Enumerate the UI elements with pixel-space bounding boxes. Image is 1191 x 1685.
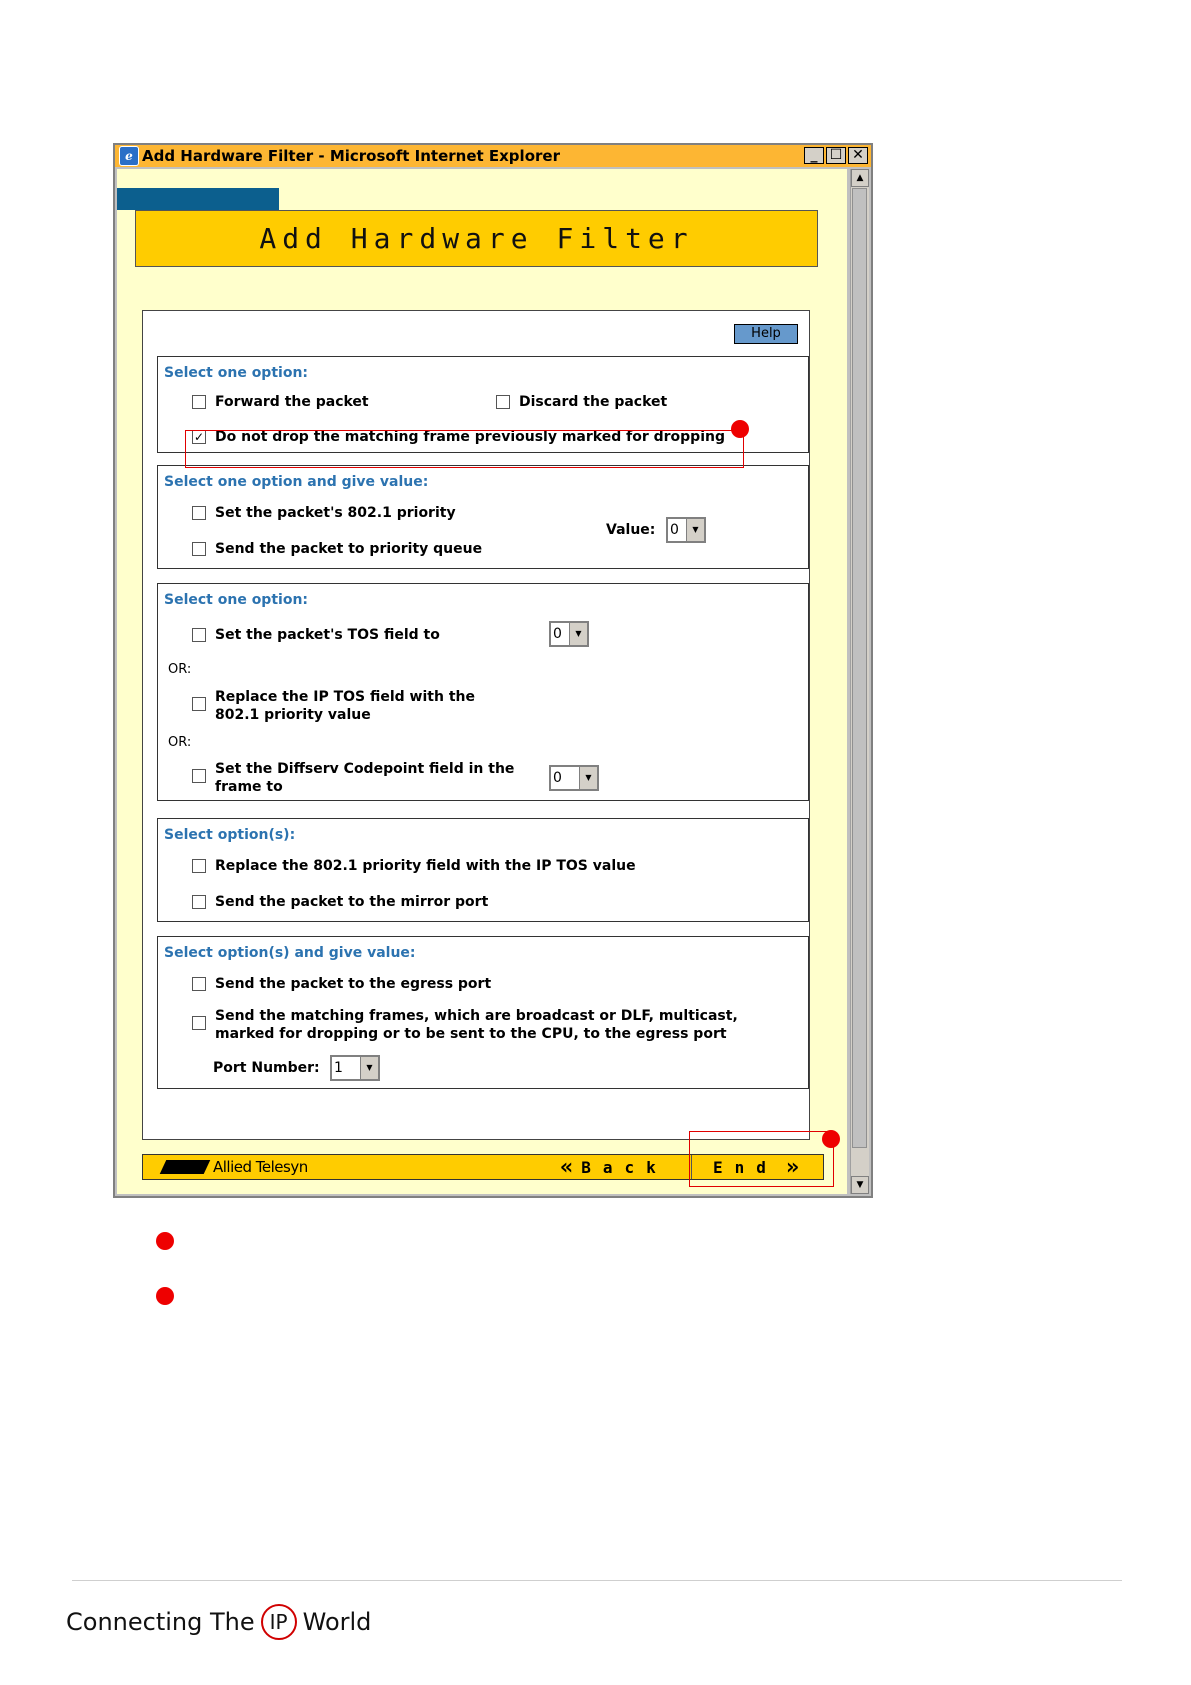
option-mirror-port[interactable] xyxy=(192,893,488,911)
back-button[interactable] xyxy=(560,1155,690,1179)
port-number-label: Port Number: xyxy=(213,1060,320,1076)
option-replace-802[interactable] xyxy=(192,857,636,875)
vertical-scrollbar[interactable] xyxy=(850,169,869,1194)
window-title: Add Hardware Filter - Microsoft Internet Explorer xyxy=(142,147,560,165)
or-label: OR: xyxy=(168,662,192,677)
diffserv-value: 0 xyxy=(553,770,562,786)
scroll-thumb[interactable] xyxy=(852,188,867,1148)
brand xyxy=(163,1158,308,1176)
tagline-suffix: World xyxy=(302,1608,372,1636)
ie-icon: e xyxy=(119,146,139,166)
do-not-drop-label: Do not drop the matching frame previously marked for dropping xyxy=(215,429,725,445)
egress-port-label: Send the packet to the egress port xyxy=(215,976,492,992)
section-egress xyxy=(157,936,809,1089)
set-tos-checkbox[interactable] xyxy=(192,628,206,642)
callout-dot-2 xyxy=(822,1130,840,1148)
do-not-drop-checkbox[interactable]: ✓ xyxy=(193,430,205,444)
allied-telesyn-logo-icon xyxy=(160,1160,211,1174)
section-priority xyxy=(157,465,809,569)
brand-name: Allied Telesyn xyxy=(213,1158,308,1176)
title-bar xyxy=(115,145,871,167)
legend-dot-2 xyxy=(156,1287,174,1305)
window-controls xyxy=(804,147,868,164)
discard-checkbox[interactable] xyxy=(496,395,510,409)
help-button[interactable]: Help xyxy=(734,324,798,344)
scroll-up-icon[interactable]: ▲ xyxy=(851,169,869,187)
end-label: End xyxy=(713,1157,778,1177)
section-title: Select one option: xyxy=(164,592,309,608)
set-priority-checkbox[interactable] xyxy=(192,506,206,520)
option-matching-frames[interactable] xyxy=(192,1007,738,1043)
option-diffserv[interactable] xyxy=(192,760,514,796)
section-tos xyxy=(157,583,809,801)
maximize-button[interactable]: ☐ xyxy=(826,147,846,164)
scroll-down-icon[interactable]: ▼ xyxy=(851,1176,869,1194)
replace-802-checkbox[interactable] xyxy=(192,859,206,873)
mirror-port-checkbox[interactable] xyxy=(192,895,206,909)
tos-value-select[interactable] xyxy=(549,621,589,647)
matching-frames-checkbox[interactable] xyxy=(192,1016,206,1030)
priority-value: 0 xyxy=(670,522,679,538)
option-egress-port[interactable] xyxy=(192,975,491,993)
page-title: Add Hardware Filter xyxy=(259,222,694,255)
page-content xyxy=(117,169,847,1194)
matching-frames-label-line2: marked for dropping or to be sent to the CPU, to the egress port xyxy=(215,1026,727,1042)
end-chevron-icon: » xyxy=(785,1154,794,1180)
discard-label: Discard the packet xyxy=(519,394,668,410)
replace-tos-checkbox[interactable] xyxy=(192,697,206,711)
page-divider xyxy=(72,1580,1122,1581)
port-number-value: 1 xyxy=(334,1060,343,1076)
or-label: OR: xyxy=(168,735,192,750)
option-set-priority[interactable] xyxy=(192,504,456,522)
section-title: Select one option: xyxy=(164,365,309,381)
port-number-select[interactable] xyxy=(330,1055,380,1081)
replace-802-label: Replace the 802.1 priority field with the IP TOS value xyxy=(215,858,636,874)
value-label: Value: xyxy=(606,522,656,538)
option-discard-packet[interactable] xyxy=(496,393,667,411)
tagline-prefix: Connecting The xyxy=(66,1608,255,1636)
replace-tos-label-line2: 802.1 priority value xyxy=(215,707,371,723)
forward-checkbox[interactable] xyxy=(192,395,206,409)
diffserv-label-line1: Set the Diffserv Codepoint field in the xyxy=(215,761,515,777)
priority-queue-label: Send the packet to priority queue xyxy=(215,541,483,557)
header-tab xyxy=(117,188,279,210)
diffserv-value-select[interactable] xyxy=(549,765,599,791)
highlight-end-button xyxy=(689,1131,834,1187)
callout-dot-1 xyxy=(731,420,749,438)
set-tos-label: Set the packet's TOS field to xyxy=(215,627,440,643)
dropdown-arrow-icon: ▼ xyxy=(579,767,597,789)
diffserv-label-line2: frame to xyxy=(215,779,283,795)
dropdown-arrow-icon: ▼ xyxy=(686,519,704,541)
mirror-port-label: Send the packet to the mirror port xyxy=(215,894,489,910)
close-button[interactable]: ✕ xyxy=(848,147,868,164)
priority-value-select[interactable] xyxy=(666,517,706,543)
dropdown-arrow-icon: ▼ xyxy=(360,1057,378,1079)
section-title: Select option(s): xyxy=(164,827,296,843)
minimize-button[interactable]: _ xyxy=(804,147,824,164)
priority-queue-checkbox[interactable] xyxy=(192,542,206,556)
tagline xyxy=(66,1604,371,1640)
matching-frames-label-line1: Send the matching frames, which are broadcast or DLF, multicast, xyxy=(215,1008,738,1024)
set-priority-label: Set the packet's 802.1 priority xyxy=(215,505,456,521)
dropdown-arrow-icon: ▼ xyxy=(569,623,587,645)
option-replace-tos[interactable] xyxy=(192,688,475,724)
section-title: Select one option and give value: xyxy=(164,474,429,490)
tos-value: 0 xyxy=(553,626,562,642)
ip-circle-logo: IP xyxy=(261,1604,297,1640)
section-priority-mirror xyxy=(157,818,809,922)
back-chevron-icon: « xyxy=(560,1154,568,1180)
header-band xyxy=(135,210,818,267)
egress-port-checkbox[interactable] xyxy=(192,977,206,991)
section-title: Select option(s) and give value: xyxy=(164,945,416,961)
back-label: Back xyxy=(581,1157,668,1177)
diffserv-checkbox[interactable] xyxy=(192,769,206,783)
option-priority-queue[interactable] xyxy=(192,540,482,558)
highlight-do-not-drop xyxy=(185,430,744,468)
browser-window xyxy=(113,143,873,1198)
replace-tos-label-line1: Replace the IP TOS field with the xyxy=(215,689,475,705)
forward-label: Forward the packet xyxy=(215,394,369,410)
option-set-tos[interactable] xyxy=(192,626,440,644)
legend-dot-1 xyxy=(156,1232,174,1250)
option-forward-packet[interactable] xyxy=(192,393,369,411)
